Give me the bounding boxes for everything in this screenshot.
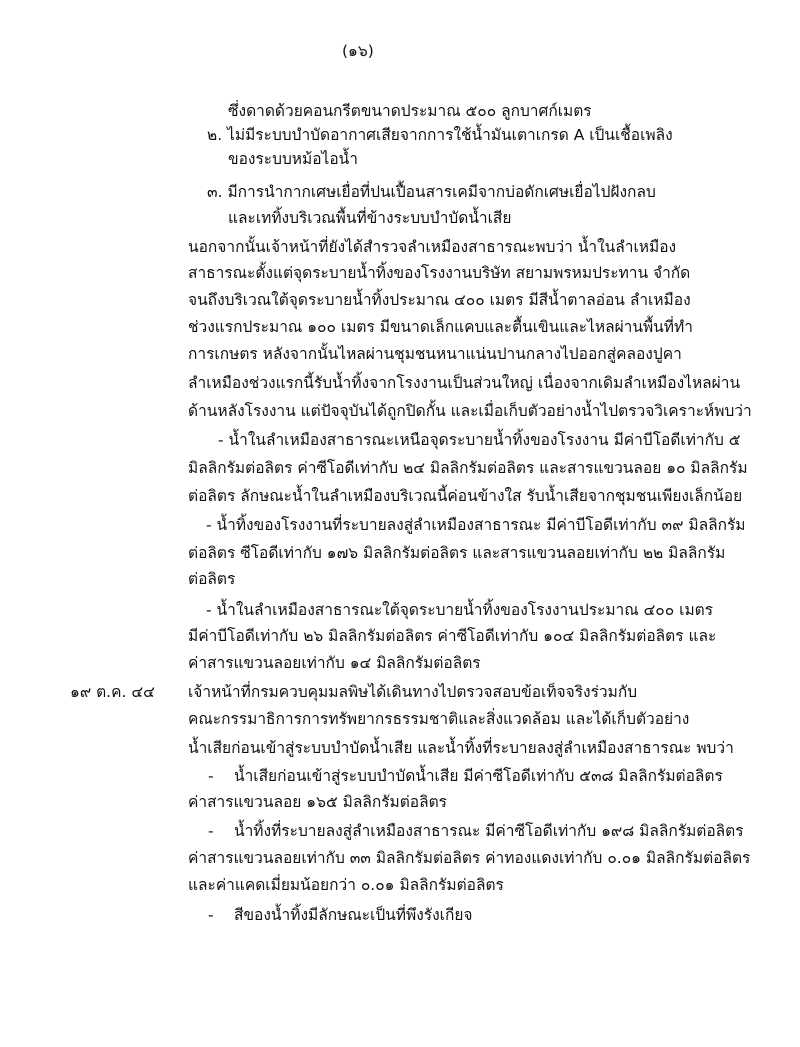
- text-line-23: คณะกรรมาธิการการทรัพยากรธรรมชาติและสิ่งแวดล้อม และได้เก็บตัวอย่าง: [188, 710, 690, 728]
- text-line-14: มิลลิกรัมต่อลิตร ค่าซีโอดีเท่ากับ ๒๔ มิลลิกรัมต่อลิตร และสารแขวนลอย ๑๐ มิลลิกรัม: [188, 459, 748, 477]
- bullet-dash: -: [208, 767, 214, 785]
- text-line-7: สาธารณะตั้งแต่จุดระบายน้ำทิ้งของโรงงานบริษัท สยามพรหมประทาน จำกัด: [188, 264, 691, 282]
- text-line-12: ด้านหลังโรงงาน แต่ปัจจุบันได้ถูกปิดกั้น และเมื่อเก็บตัวอย่างน้ำไปตรวจวิเคราะห์พบว่า: [188, 402, 752, 420]
- text-line-6: นอกจากนั้นเจ้าหน้าที่ยังได้สำรวจลำเหมืองสาธารณะพบว่า น้ำในลำเหมือง: [188, 238, 677, 256]
- text-line-4: ๓. มีการนำกากเศษเยื่อที่ปนเปื้อนสารเคมีจากบ่อดักเศษเยื่อไปฝังกลบ: [207, 183, 656, 201]
- text-line-17: ต่อลิตร ซีโอดีเท่ากับ ๑๗๖ มิลลิกรัมต่อลิตร และสารแขวนลอยเท่ากับ ๒๒ มิลลิกรัม: [188, 544, 726, 562]
- text-line-8: จนถึงบริเวณใต้จุดระบายน้ำทิ้งประมาณ ๔๐๐ เมตร มีสีน้ำตาลอ่อน ลำเหมือง: [188, 291, 691, 309]
- text-line-21: ค่าสารแขวนลอยเท่ากับ ๑๔ มิลลิกรัมต่อลิตร: [188, 654, 481, 672]
- text-line-3: ของระบบหม้อไอน้ำ: [228, 150, 358, 168]
- text-line-16: - น้ำทิ้งของโรงงานที่ระบายลงสู่ลำเหมืองสาธารณะ มีค่าบีโอดีเท่ากับ ๓๙ มิลลิกรัม: [206, 516, 746, 534]
- text-line-5: และเททิ้งบริเวณพื้นที่ข้างระบบบำบัดน้ำเสีย: [228, 209, 512, 227]
- text-line-24: น้ำเสียก่อนเข้าสู่ระบบบำบัดน้ำเสีย และน้ำทิ้งที่ระบายลงสู่ลำเหมืองสาธารณะ พบว่า: [188, 739, 734, 757]
- date-label: ๑๙ ต.ค. ๔๔: [70, 683, 155, 701]
- text-line-2: ๒. ไม่มีระบบบำบัดอากาศเสียจากการใช้น้ำมันเตาเกรด A เป็นเชื้อเพลิง: [207, 126, 673, 144]
- text-line-29: และค่าแคดเมี่ยมน้อยกว่า ๐.๐๑ มิลลิกรัมต่อลิตร: [188, 876, 504, 894]
- bullet-line-3: [208, 904, 473, 926]
- text-line-1: ซึ่งดาดด้วยคอนกรีตขนาดประมาณ ๕๐๐ ลูกบาศก์เมตร: [228, 102, 592, 120]
- page-number: (๑๖): [342, 42, 374, 60]
- text-line-11: ลำเหมืองช่วงแรกนี้รับน้ำทิ้งจากโรงงานเป็นส่วนใหญ่ เนื่องจากเดิมลำเหมืองไหลผ่าน: [188, 374, 741, 392]
- text-line-10: การเกษตร หลังจากนั้นไหลผ่านชุมชนหนาแน่นปานกลางไปออกสู่คลองปูคา: [188, 345, 682, 363]
- bullet-text: น้ำทิ้งที่ระบายลงสู่ลำเหมืองสาธารณะ มีค่าซีโอดีเท่ากับ ๑๙๘ มิลลิกรัมต่อลิตร: [234, 822, 744, 840]
- text-line-20: มีค่าบีโอดีเท่ากับ ๒๖ มิลลิกรัมต่อลิตร ค่าซีโอดีเท่ากับ ๑๐๔ มิลลิกรัมต่อลิตร และ: [188, 627, 717, 645]
- text-line-22: เจ้าหน้าที่กรมควบคุมมลพิษได้เดินทางไปตรวจสอบข้อเท็จจริงร่วมกับ: [188, 683, 638, 701]
- text-line-19: - น้ำในลำเหมืองสาธารณะใต้จุดระบายน้ำทิ้งของโรงงานประมาณ ๔๐๐ เมตร: [206, 601, 714, 619]
- text-line-18: ต่อลิตร: [188, 570, 236, 588]
- bullet-text: สีของน้ำทิ้งมีลักษณะเป็นที่พึงรังเกียจ: [234, 906, 473, 924]
- bullet-dash: -: [208, 822, 214, 840]
- bullet-dash: -: [208, 906, 214, 924]
- bullet-line-2: [208, 820, 744, 842]
- bullet-text: น้ำเสียก่อนเข้าสู่ระบบบำบัดน้ำเสีย มีค่าซีโอดีเท่ากับ ๕๓๘ มิลลิกรัมต่อลิตร: [234, 767, 723, 785]
- text-line-9: ช่วงแรกประมาณ ๑๐๐ เมตร มีขนาดเล็กแคบและตื้นเขินและไหลผ่านพื้นที่ทำ: [188, 318, 693, 336]
- text-line-13: - น้ำในลำเหมืองสาธารณะเหนือจุดระบายน้ำทิ้งของโรงงาน มีค่าบีโอดีเท่ากับ ๕: [218, 431, 741, 449]
- bullet-line-1: [208, 765, 723, 787]
- text-line-15: ต่อลิตร ลักษณะน้ำในลำเหมืองบริเวณนี้ค่อนข้างใส รับน้ำเสียจากชุมชนเพียงเล็กน้อย: [188, 487, 743, 505]
- text-line-28: ค่าสารแขวนลอยเท่ากับ ๓๓ มิลลิกรัมต่อลิตร ค่าทองแดงเท่ากับ ๐.๐๑ มิลลิกรัมต่อลิตร: [188, 849, 751, 867]
- text-line-26: ค่าสารแขวนลอย ๑๖๕ มิลลิกรัมต่อลิตร: [188, 793, 448, 811]
